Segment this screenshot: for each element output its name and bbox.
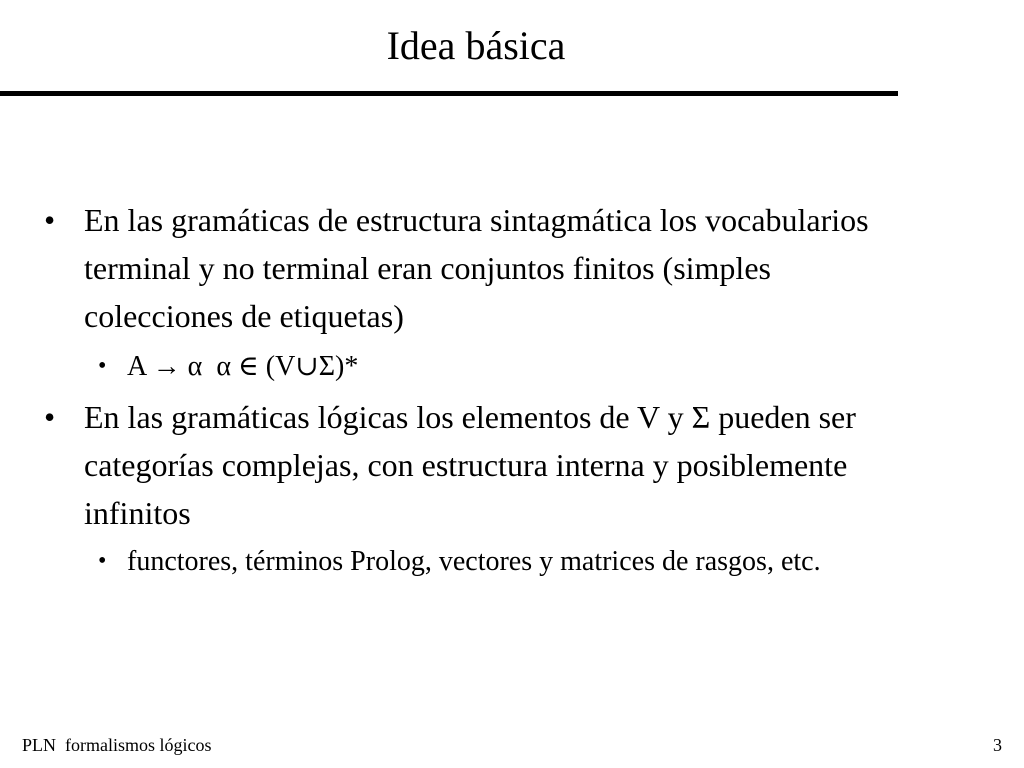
- sub-bullet-text: functores, términos Prolog, vectores y matrices de rasgos, etc.: [127, 546, 821, 577]
- slide-title: Idea básica: [386, 23, 566, 68]
- bullet-item: [0, 393, 904, 537]
- footer-page-number: 3: [993, 735, 1002, 755]
- bullet-text: En las gramáticas lógicas los elementos de V y Σ pueden ser categorías complejas, con estructura interna y posiblemente infinitos: [84, 399, 856, 531]
- sub-bullet-marker: •: [98, 548, 107, 574]
- bullet-text: En las gramáticas de estructura sintagmática los vocabularios terminal y no terminal eran conjuntos finitos (simples colecciones de etiquetas): [84, 202, 869, 334]
- bullet-item: [0, 196, 904, 340]
- bullet-marker: •: [44, 399, 56, 435]
- title-divider: [0, 91, 898, 96]
- sub-bullet-marker: •: [98, 353, 107, 379]
- footer-course-label: PLN formalismos lógicos: [22, 735, 212, 755]
- sub-bullet-item: [0, 346, 927, 387]
- sub-bullet-item: [0, 541, 927, 582]
- slide-content: [0, 196, 1024, 582]
- sub-bullet-text: A → α α ∈ (V∪Σ)*: [127, 351, 359, 382]
- bullet-marker: •: [44, 202, 56, 238]
